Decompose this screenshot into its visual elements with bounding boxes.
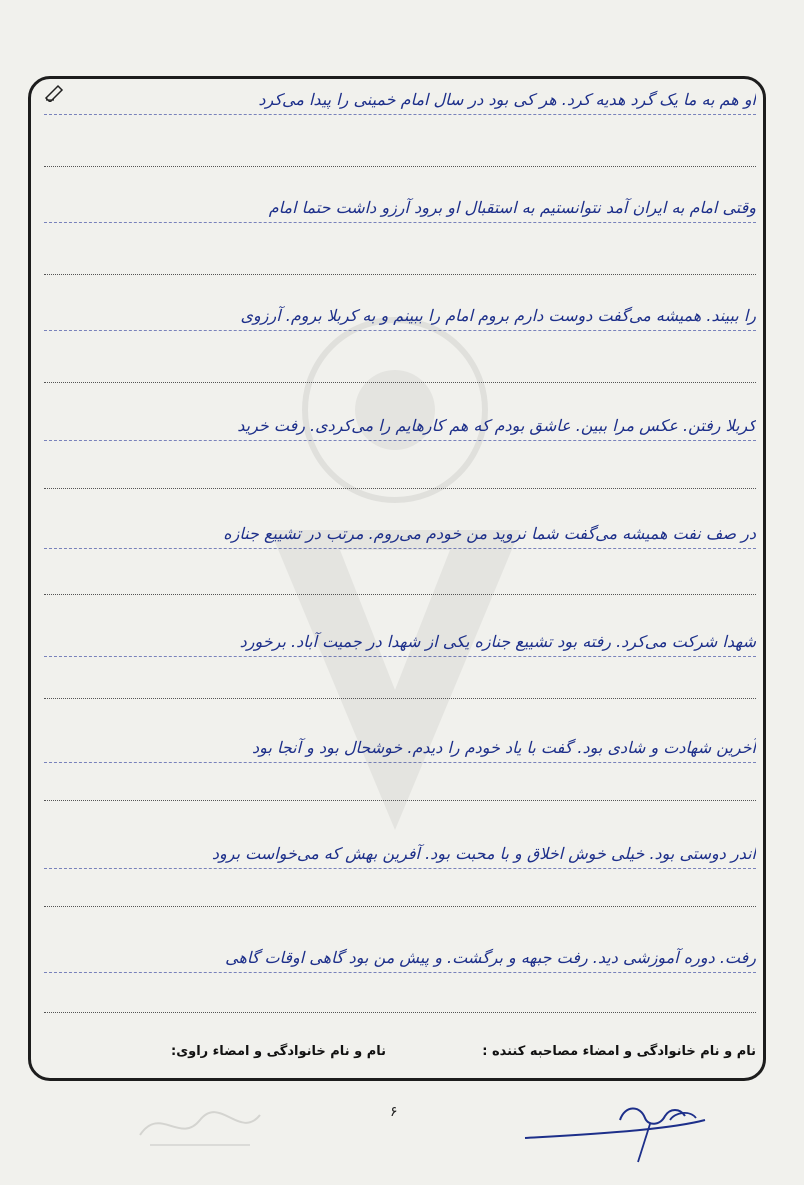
handwritten-line-9: رفت. دوره آموزشی دید. رفت جبهه و برگشت. و پیش من بود گاهی اوقات گاهی bbox=[225, 948, 756, 967]
ink-underline bbox=[44, 548, 756, 549]
handwritten-line-5: در صف نفت همیشه می‌گفت شما نروید من خودم می‌روم. مرتب در تشییع جنازه bbox=[223, 524, 756, 543]
ink-underline bbox=[44, 656, 756, 657]
ink-underline bbox=[44, 762, 756, 763]
ruled-line bbox=[44, 1012, 756, 1013]
ruled-line bbox=[44, 274, 756, 275]
ruled-line bbox=[44, 698, 756, 699]
ruled-line bbox=[44, 488, 756, 489]
handwritten-signature bbox=[520, 1090, 710, 1170]
faint-signature-mark bbox=[130, 1095, 270, 1155]
ruled-line bbox=[44, 382, 756, 383]
handwritten-line-3: را ببیند. همیشه می‌گفت دوست دارم بروم امام را ببینم و به کربلا بروم. آرزوی bbox=[240, 306, 756, 325]
handwritten-line-8: اندر دوستی بود. خیلی خوش اخلاق و با محبت بود. آفرین بهش که می‌خواست برود bbox=[211, 844, 756, 863]
handwritten-line-1: او هم به ما یک گرد هدیه کرد. هر کی بود در سال امام خمینی را پیدا می‌کرد bbox=[258, 90, 756, 109]
handwritten-line-4: کربلا رفتن. عکس مرا ببین. عاشق بودم که هم کارهایم را می‌کردی. رفت خرید bbox=[237, 416, 756, 435]
ink-underline bbox=[44, 114, 756, 115]
narrator-signature-label: نام و نام خانوادگی و امضاء راوی: bbox=[171, 1044, 386, 1059]
ink-underline bbox=[44, 440, 756, 441]
handwritten-body bbox=[44, 84, 756, 1029]
ruled-line bbox=[44, 594, 756, 595]
ink-underline bbox=[44, 868, 756, 869]
handwritten-line-7: آخرین شهادت و شادی بود. گفت با یاد خودم را دیدم. خوشحال بود و آنجا بود bbox=[252, 738, 756, 757]
ink-underline bbox=[44, 972, 756, 973]
ruled-line bbox=[44, 166, 756, 167]
page-number: ۶ bbox=[390, 1104, 398, 1120]
ink-underline bbox=[44, 330, 756, 331]
signature-footer bbox=[44, 1040, 756, 1066]
handwritten-line-2: وقتی امام به ایران آمد نتوانستیم به استقبال او برود آرزو داشت حتما امام bbox=[268, 198, 756, 217]
ruled-line bbox=[44, 800, 756, 801]
ink-underline bbox=[44, 222, 756, 223]
handwritten-line-6: شهدا شرکت می‌کرد. رفته بود تشییع جنازه یکی از شهدا در جمیت آباد. برخورد bbox=[239, 632, 756, 651]
ruled-line bbox=[44, 906, 756, 907]
interviewer-signature-label: نام و نام خانوادگی و امضاء مصاحبه کننده : bbox=[482, 1044, 756, 1059]
